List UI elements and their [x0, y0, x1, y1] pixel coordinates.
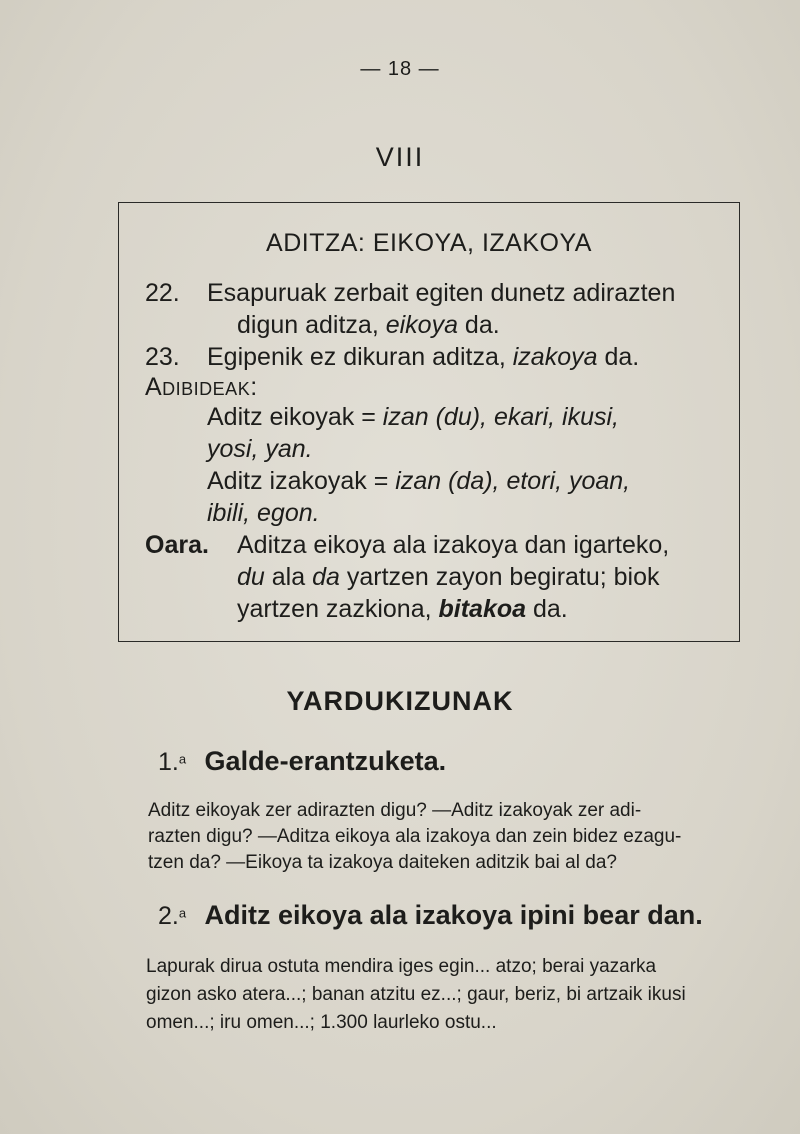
ex2-label: Aditz izakoyak =	[207, 467, 396, 495]
exercise-1-title: Galde-erantzuketa.	[204, 746, 447, 776]
exercise-1-line-1: Aditz eikoyak zer adirazten digu? —Aditz izakoyak zer adi-	[148, 800, 642, 821]
exercise-2-line-1: Lapurak dirua ostuta mendira iges egin... atzo; berai yazarka	[146, 956, 657, 977]
box-title: ADITZA: EIKOYA, IZAKOYA	[266, 229, 592, 257]
note-du: du	[237, 563, 265, 591]
definition-22-line-1: Esapuruak zerbait egiten dunetz adirazten	[207, 279, 676, 307]
exercise-2-ordinal: a	[178, 905, 187, 921]
exercises-heading: YARDUKIZUNAK	[286, 686, 514, 716]
note-l3-text: yartzen zazkiona,	[237, 595, 439, 623]
ex2-verbs-cont: ibili, egon.	[207, 499, 320, 527]
examples-label: Adibideak:	[145, 373, 258, 401]
example-eikoyak-line-1	[207, 403, 619, 432]
term-izakoya: izakoya	[512, 343, 598, 371]
note-line-2	[237, 563, 660, 592]
definition-22-line-2	[237, 311, 500, 340]
note-l3-end: da.	[526, 595, 568, 623]
example-eikoyak-line-2	[207, 435, 313, 464]
exercise-2-title: Aditz eikoya ala izakoya ipini bear dan.	[204, 900, 703, 930]
exercise-1-heading	[158, 746, 446, 777]
definition-23-number: 23.	[145, 343, 180, 371]
example-izakoyak-line-1	[207, 467, 630, 496]
chapter-number: VIII	[375, 142, 425, 172]
def22-text: digun aditza,	[237, 311, 386, 339]
note-line-3	[237, 595, 568, 624]
exercise-2-number: 2.	[158, 902, 179, 930]
term-bitakoa: bitakoa	[438, 595, 527, 623]
def22-end: da.	[457, 311, 500, 339]
ex1-label: Aditz eikoyak =	[207, 403, 383, 431]
term-eikoya: eikoya	[385, 311, 458, 339]
note-label: Oara.	[145, 531, 209, 559]
ex2-verbs: izan (da), etori, yoan,	[395, 467, 631, 495]
ex1-verbs-cont: yosi, yan.	[207, 435, 313, 463]
page-number: — 18 —	[360, 58, 440, 80]
ex1-verbs: izan (du), ekari, ikusi,	[382, 403, 619, 431]
note-ala: ala	[264, 563, 313, 591]
exercise-1-line-2: razten digu? —Aditza eikoya ala izakoya dan zein bidez ezagu-	[148, 826, 682, 847]
exercise-1-ordinal: a	[178, 751, 187, 767]
definition-box	[118, 202, 740, 642]
def23-text: Egipenik ez dikuran aditza,	[207, 343, 513, 371]
def23-end: da.	[597, 343, 640, 371]
exercise-2-line-3: omen...; iru omen...; 1.300 laurleko ostu...	[146, 1012, 497, 1033]
exercise-2-heading	[158, 900, 703, 931]
exercise-2-line-2: gizon asko atera...; banan atzitu ez...; gaur, beriz, bi artzaik ikusi	[146, 984, 686, 1005]
example-izakoyak-line-2	[207, 499, 320, 528]
note-da: da	[312, 563, 340, 591]
note-line-1: Aditza eikoya ala izakoya dan igarteko,	[237, 531, 670, 559]
note-rest: yartzen zayon begiratu; biok	[339, 563, 660, 591]
definition-22-number: 22.	[145, 279, 180, 307]
definition-23-line	[207, 343, 639, 372]
exercise-1-line-3: tzen da? —Eikoya ta izakoya daiteken aditzik bai al da?	[148, 852, 617, 873]
exercise-1-number: 1.	[158, 748, 179, 776]
